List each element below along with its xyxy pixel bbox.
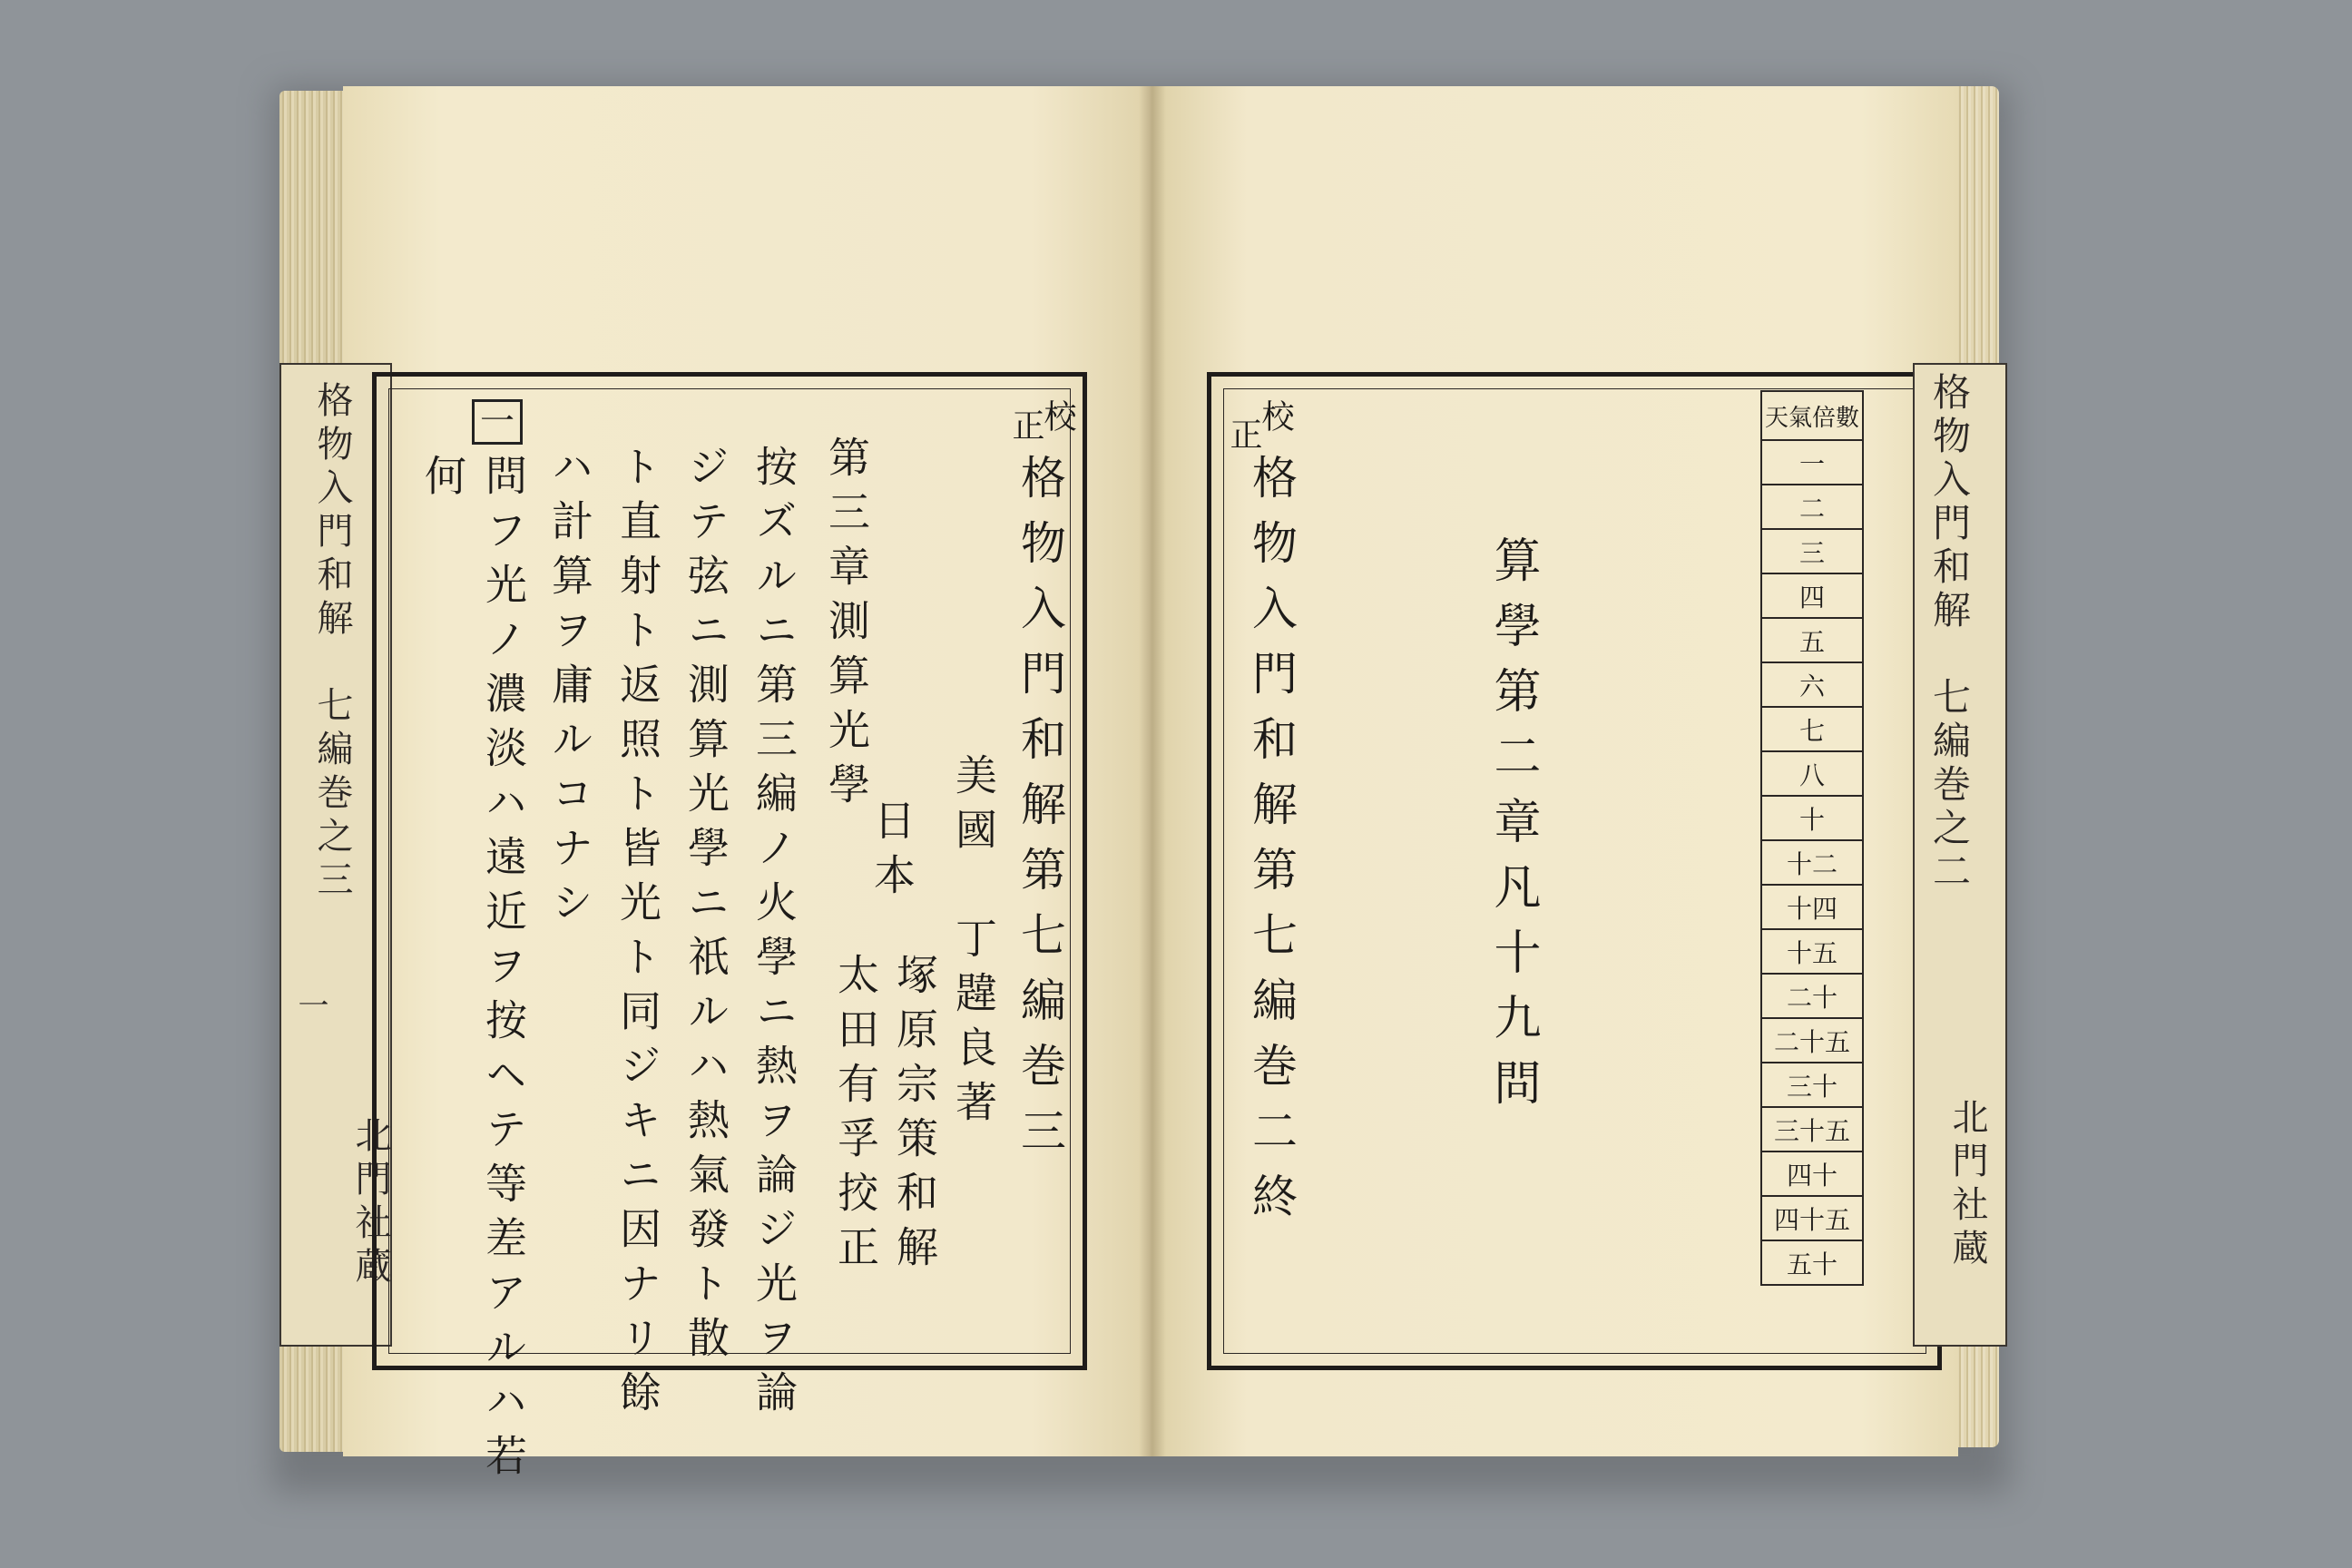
- table-row: 十: [1761, 796, 1863, 840]
- table-row: 五十: [1761, 1240, 1863, 1285]
- table-row: 二十: [1761, 974, 1863, 1018]
- multiplier-table: [1760, 390, 1864, 1286]
- table-row: 七: [1761, 707, 1863, 751]
- table-row: 四: [1761, 573, 1863, 618]
- right-header-sei: 正: [1225, 417, 1262, 463]
- table-row: 五: [1761, 618, 1863, 662]
- author-line-1: 美國 丁韙良著: [949, 753, 998, 1134]
- author-line-3: 太田有孚挍正: [831, 953, 880, 1279]
- right-spine-text: 格物入門和解 七編巻之二: [1927, 372, 1972, 895]
- left-spine-text: 格物入門和解 七編巻之三: [311, 381, 353, 904]
- left-publisher: 北門社蔵: [349, 1116, 391, 1290]
- right-book-title: 格物入門和解第七編巻二終: [1245, 454, 1298, 1238]
- nation-label: 日本: [867, 799, 916, 907]
- body-column-1: 按ズルニ第三編ノ火學ニ熱ヲ論ジ光ヲ論: [750, 445, 799, 1425]
- book-gutter: [1139, 86, 1166, 1456]
- table-row: 十四: [1761, 885, 1863, 929]
- table-row: 二十五: [1761, 1018, 1863, 1063]
- table-row: 四十: [1761, 1152, 1863, 1196]
- table-row: 三十五: [1761, 1107, 1863, 1152]
- left-folio: 一: [292, 989, 328, 1033]
- question-number-box: 一: [472, 399, 523, 445]
- body-column-2: ジテ弦ニ測算光學ニ祇ルハ熱氣發ト散: [681, 445, 730, 1370]
- right-publisher: 北門社蔵: [1946, 1098, 1988, 1272]
- table-row: 一: [1761, 440, 1863, 485]
- chapter-title: 第三章測算光學: [822, 436, 871, 817]
- author-line-2: 塚原宗策和解: [890, 953, 939, 1279]
- left-header-kao: 校: [1039, 399, 1076, 445]
- right-header-kao: 校: [1257, 399, 1294, 445]
- body-column-3: ト直射ト返照ト皆光ト同ジキニ因ナリ餘: [613, 445, 662, 1425]
- left-header-sei: 正: [1007, 408, 1044, 454]
- table-row: 六: [1761, 662, 1863, 707]
- table-row: 二: [1761, 485, 1863, 529]
- table-header: 天氣倍數: [1761, 391, 1863, 440]
- body-column-4: ハ計算ヲ庸ルコナシ: [545, 445, 594, 935]
- table-row: 十五: [1761, 929, 1863, 974]
- question-column-1: 問フ光ノ濃淡ハ遠近ヲ按ヘテ等差アルハ若: [479, 454, 528, 1488]
- summary-line: 算學第二章凡十九問: [1485, 535, 1540, 1123]
- table-row: 三: [1761, 529, 1863, 573]
- table-row: 八: [1761, 751, 1863, 796]
- question-column-2: 何: [418, 454, 467, 508]
- table-row: 三十: [1761, 1063, 1863, 1107]
- table-row: 四十五: [1761, 1196, 1863, 1240]
- table-row: 十二: [1761, 840, 1863, 885]
- left-book-title: 格物入門和解第七編巻三: [1014, 454, 1066, 1172]
